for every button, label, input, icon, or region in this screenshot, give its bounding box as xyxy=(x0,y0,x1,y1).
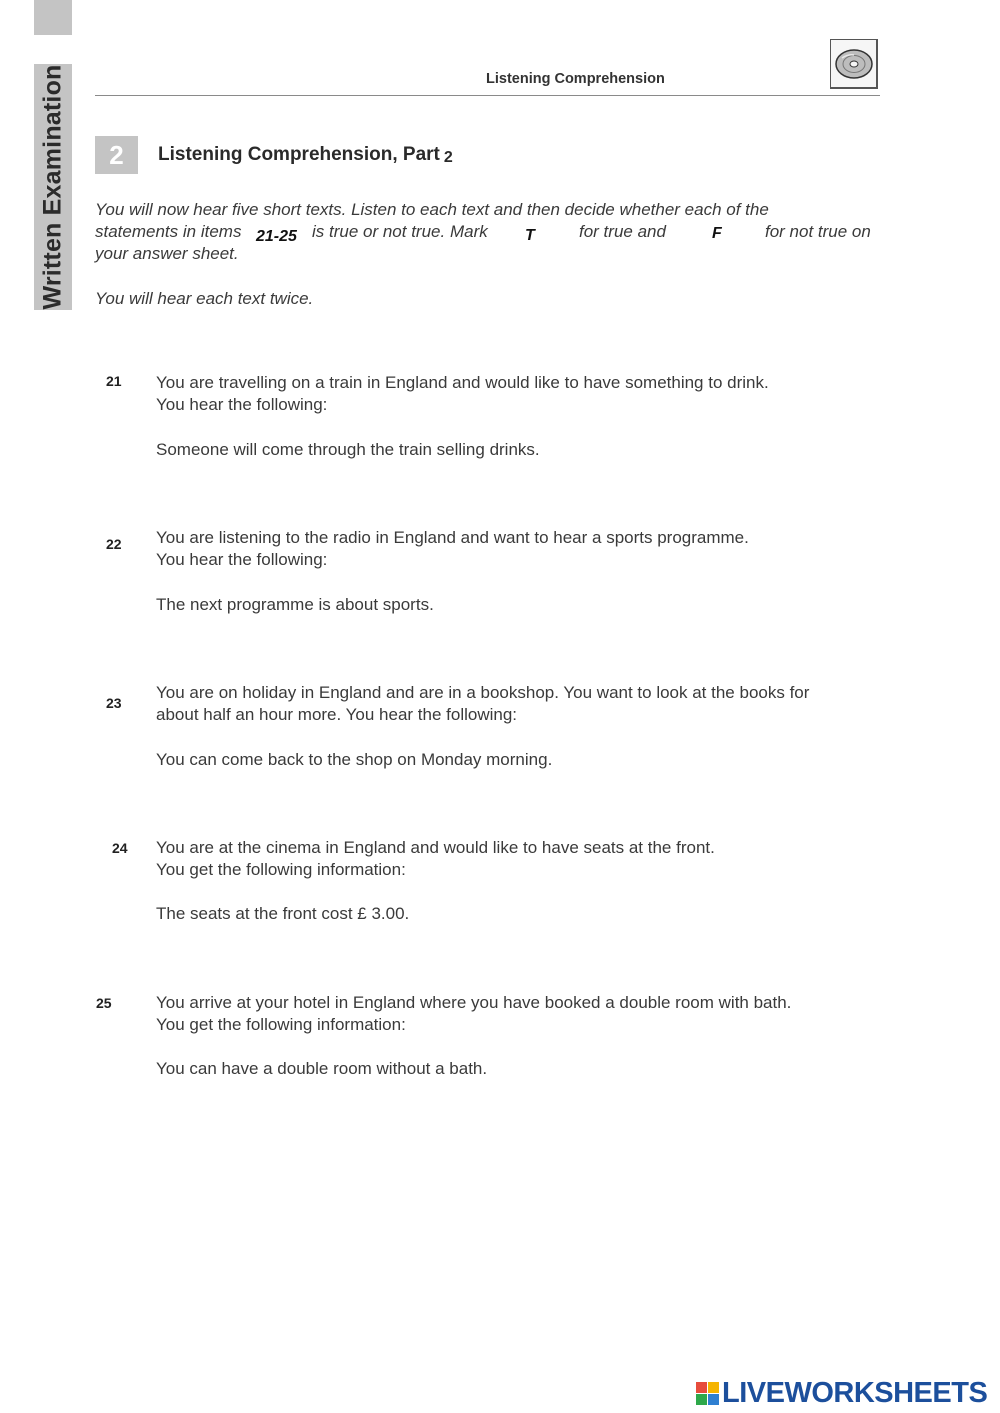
items-range-field[interactable]: 21-25 xyxy=(256,228,297,245)
item-21-statement: Someone will come through the train selling drinks. xyxy=(156,440,540,459)
item-number-23: 23 xyxy=(106,695,122,711)
item-25-statement: You can have a double room without a bath. xyxy=(156,1059,488,1078)
instructions-line-4: You will hear each text twice. xyxy=(95,289,314,308)
item-22-statement: The next programme is about sports. xyxy=(156,595,434,614)
section-title-text: Listening Comprehension, Part xyxy=(158,144,440,165)
item-23-line-2: about half an hour more. You hear the following: xyxy=(156,705,518,724)
sidebar-top-block xyxy=(34,0,72,35)
instructions-line-1: You will now hear five short texts. Listen to each text and then decide whether each of the xyxy=(95,200,769,219)
item-25-line-2: You get the following information: xyxy=(156,1015,406,1034)
instructions-line-2a: statements in items xyxy=(95,222,242,241)
item-25-line-1: You arrive at your hotel in England where you have booked a double room with bath. xyxy=(156,993,792,1012)
item-23-statement: You can come back to the shop on Monday morning. xyxy=(156,750,553,769)
item-24-line-2: You get the following information: xyxy=(156,860,406,879)
false-key-field[interactable]: F xyxy=(712,225,722,242)
item-24-line-1: You are at the cinema in England and would like to have seats at the front. xyxy=(156,838,715,857)
instructions-line-2b: is true or not true. Mark xyxy=(312,222,488,241)
cd-icon xyxy=(830,39,878,89)
item-number-24: 24 xyxy=(112,840,128,856)
header-title: Listening Comprehension xyxy=(486,71,665,87)
item-24-statement: The seats at the front cost £ 3.00. xyxy=(156,904,410,923)
item-number-25: 25 xyxy=(96,995,112,1011)
true-key-field[interactable]: T xyxy=(525,227,535,244)
item-number-22: 22 xyxy=(106,536,122,552)
section-number-badge: 2 xyxy=(95,136,138,174)
brand-grid-icon xyxy=(696,1382,720,1406)
header-divider xyxy=(95,95,880,96)
instructions-line-2d: for not true on xyxy=(765,222,871,241)
instructions-line-2c: for true and xyxy=(579,222,666,241)
item-21-line-1: You are travelling on a train in England and would like to have something to drink. xyxy=(156,373,769,392)
sidebar-label: Written Examination xyxy=(38,64,67,310)
item-22-line-1: You are listening to the radio in England and want to hear a sports programme. xyxy=(156,528,749,547)
brand-text: LIVEWORKSHEETS xyxy=(722,1377,988,1409)
item-number-21: 21 xyxy=(106,373,122,389)
item-21-line-2: You hear the following: xyxy=(156,395,328,414)
item-22-line-2: You hear the following: xyxy=(156,550,328,569)
section-title xyxy=(158,144,453,166)
item-23-line-1: You are on holiday in England and are in a bookshop. You want to look at the books for xyxy=(156,683,810,702)
instructions-line-3: your answer sheet. xyxy=(95,244,239,263)
section-part-number: 2 xyxy=(443,149,453,166)
